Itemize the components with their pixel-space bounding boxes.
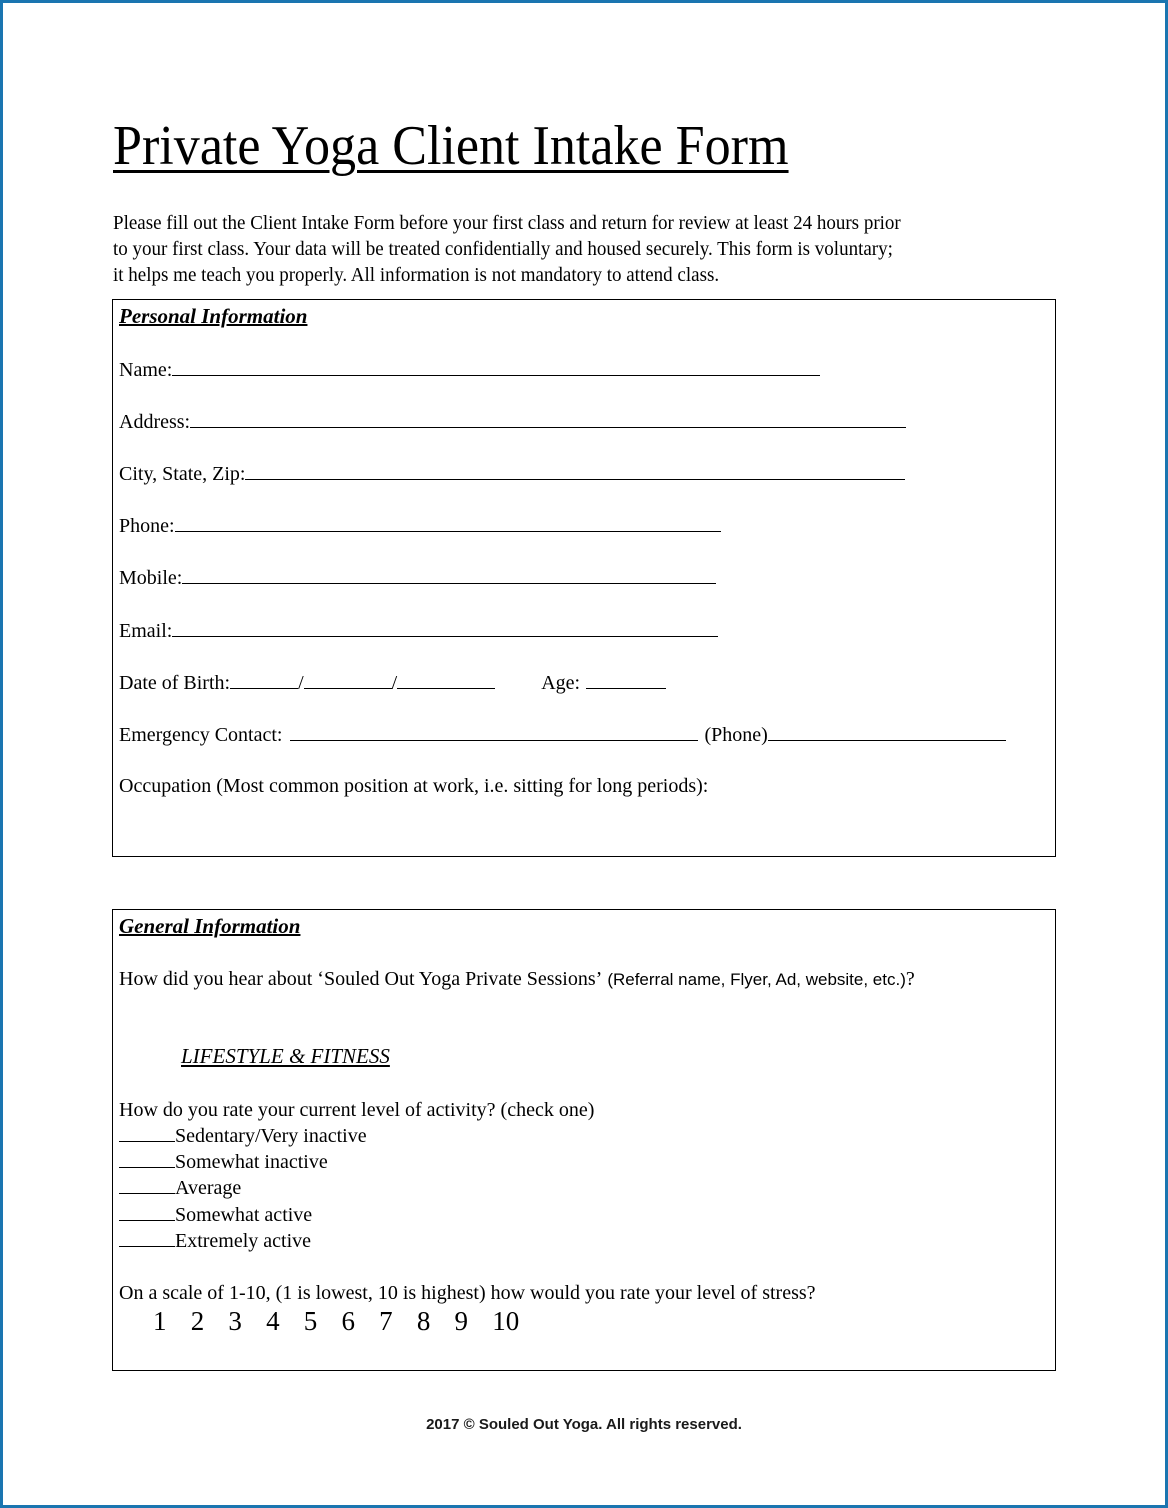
- occupation-field[interactable]: [119, 800, 1039, 848]
- email-field[interactable]: [172, 618, 718, 637]
- general-information-section: [112, 909, 1056, 1371]
- activity-option-blank[interactable]: [119, 1151, 175, 1168]
- stress-option-8[interactable]: 8: [416, 1306, 431, 1336]
- personal-information-section: [112, 299, 1056, 857]
- city-state-zip-field[interactable]: [245, 461, 905, 480]
- referral-hint: (Referral name, Flyer, Ad, website, etc.): [607, 970, 906, 989]
- stress-question-text: On a scale of 1-10, (1 is lowest, 10 is highest) how would you rate your level of stress?: [119, 1282, 816, 1304]
- city-state-zip-label: City, State, Zip:: [119, 463, 246, 485]
- email-label: Email:: [119, 620, 173, 642]
- stress-option-9[interactable]: 9: [454, 1306, 468, 1336]
- stress-option-6[interactable]: 6: [341, 1306, 355, 1336]
- activity-option-blank[interactable]: [119, 1204, 175, 1221]
- dob-label: Date of Birth:: [119, 672, 231, 694]
- activity-option-blank[interactable]: [119, 1125, 175, 1142]
- stress-option-3[interactable]: 3: [228, 1306, 242, 1336]
- intro-paragraph: [113, 210, 1073, 288]
- address-row: [119, 409, 906, 434]
- city-state-zip-row: [119, 461, 905, 486]
- name-row: [119, 357, 820, 382]
- address-field[interactable]: [190, 409, 906, 428]
- activity-option-blank[interactable]: [119, 1230, 175, 1247]
- phone-label: Phone:: [119, 515, 175, 537]
- referral-question-end: ?: [905, 968, 915, 990]
- dob-row: [119, 670, 666, 695]
- activity-option: [119, 1123, 367, 1149]
- email-row: [119, 618, 718, 643]
- stress-option-4[interactable]: 4: [266, 1306, 280, 1336]
- activity-option-label: Somewhat inactive: [175, 1151, 328, 1173]
- stress-scale: [153, 1306, 530, 1337]
- stress-option-1[interactable]: 1: [153, 1306, 167, 1336]
- age-label: Age:: [541, 672, 581, 694]
- age-field[interactable]: [586, 670, 666, 689]
- intro-line: to your first class. Your data will be treated confidentially and housed securely. This form is voluntary;: [113, 238, 893, 260]
- intro-line: Please fill out the Client Intake Form before your first class and return for review at least 24 hours prior: [113, 212, 901, 234]
- referral-question: How did you hear about ‘Souled Out Yoga Private Sessions’: [119, 968, 603, 990]
- emergency-contact-label: Emergency Contact:: [119, 724, 283, 746]
- activity-option: [119, 1202, 312, 1228]
- stress-question: [119, 1281, 816, 1305]
- stress-option-10[interactable]: 10: [492, 1306, 520, 1336]
- emergency-contact-row: [119, 722, 1006, 747]
- phone-field[interactable]: [175, 513, 721, 532]
- name-field[interactable]: [172, 357, 820, 376]
- activity-question-text: How do you rate your current level of activity? (check one): [119, 1099, 595, 1121]
- activity-option-label: Sedentary/Very inactive: [175, 1125, 367, 1147]
- occupation-row: [119, 774, 708, 798]
- mobile-row: [119, 565, 716, 590]
- dob-separator: /: [391, 672, 398, 694]
- emergency-contact-field[interactable]: [290, 722, 698, 741]
- activity-option-label: Average: [175, 1177, 242, 1199]
- activity-option-label: Extremely active: [175, 1230, 312, 1252]
- activity-option: [119, 1149, 328, 1175]
- emergency-phone-field[interactable]: [768, 722, 1006, 741]
- address-label: Address:: [119, 411, 191, 433]
- stress-option-2[interactable]: 2: [190, 1306, 205, 1336]
- dob-year-field[interactable]: [397, 670, 495, 689]
- copyright-footer: 2017 © Souled Out Yoga. All rights reserved.: [426, 1416, 742, 1433]
- mobile-label: Mobile:: [119, 567, 183, 589]
- phone-row: [119, 513, 721, 538]
- mobile-field[interactable]: [182, 565, 716, 584]
- referral-answer-field[interactable]: [119, 996, 1039, 1036]
- referral-question-row: [119, 967, 915, 992]
- dob-month-field[interactable]: [230, 670, 298, 689]
- section-heading-general: General Information: [119, 914, 301, 938]
- page-title: Private Yoga Client Intake Form: [113, 115, 789, 177]
- stress-option-7[interactable]: 7: [379, 1306, 393, 1336]
- lifestyle-fitness-heading: LIFESTYLE & FITNESS: [181, 1044, 390, 1068]
- name-label: Name:: [119, 359, 173, 381]
- stress-option-5[interactable]: 5: [303, 1306, 318, 1336]
- emergency-phone-label: (Phone): [704, 724, 768, 746]
- dob-separator: /: [298, 672, 304, 694]
- activity-option-label: Somewhat active: [175, 1204, 313, 1226]
- activity-question: [119, 1098, 594, 1122]
- dob-day-field[interactable]: [304, 670, 392, 689]
- occupation-label: Occupation (Most common position at work, i.e. sitting for long periods):: [119, 775, 709, 797]
- activity-option: [119, 1228, 311, 1254]
- section-heading-personal: Personal Information: [119, 304, 308, 328]
- activity-option-blank[interactable]: [119, 1177, 175, 1194]
- activity-option: [119, 1175, 241, 1201]
- intro-line: it helps me teach you properly. All information is not mandatory to attend class.: [113, 264, 720, 286]
